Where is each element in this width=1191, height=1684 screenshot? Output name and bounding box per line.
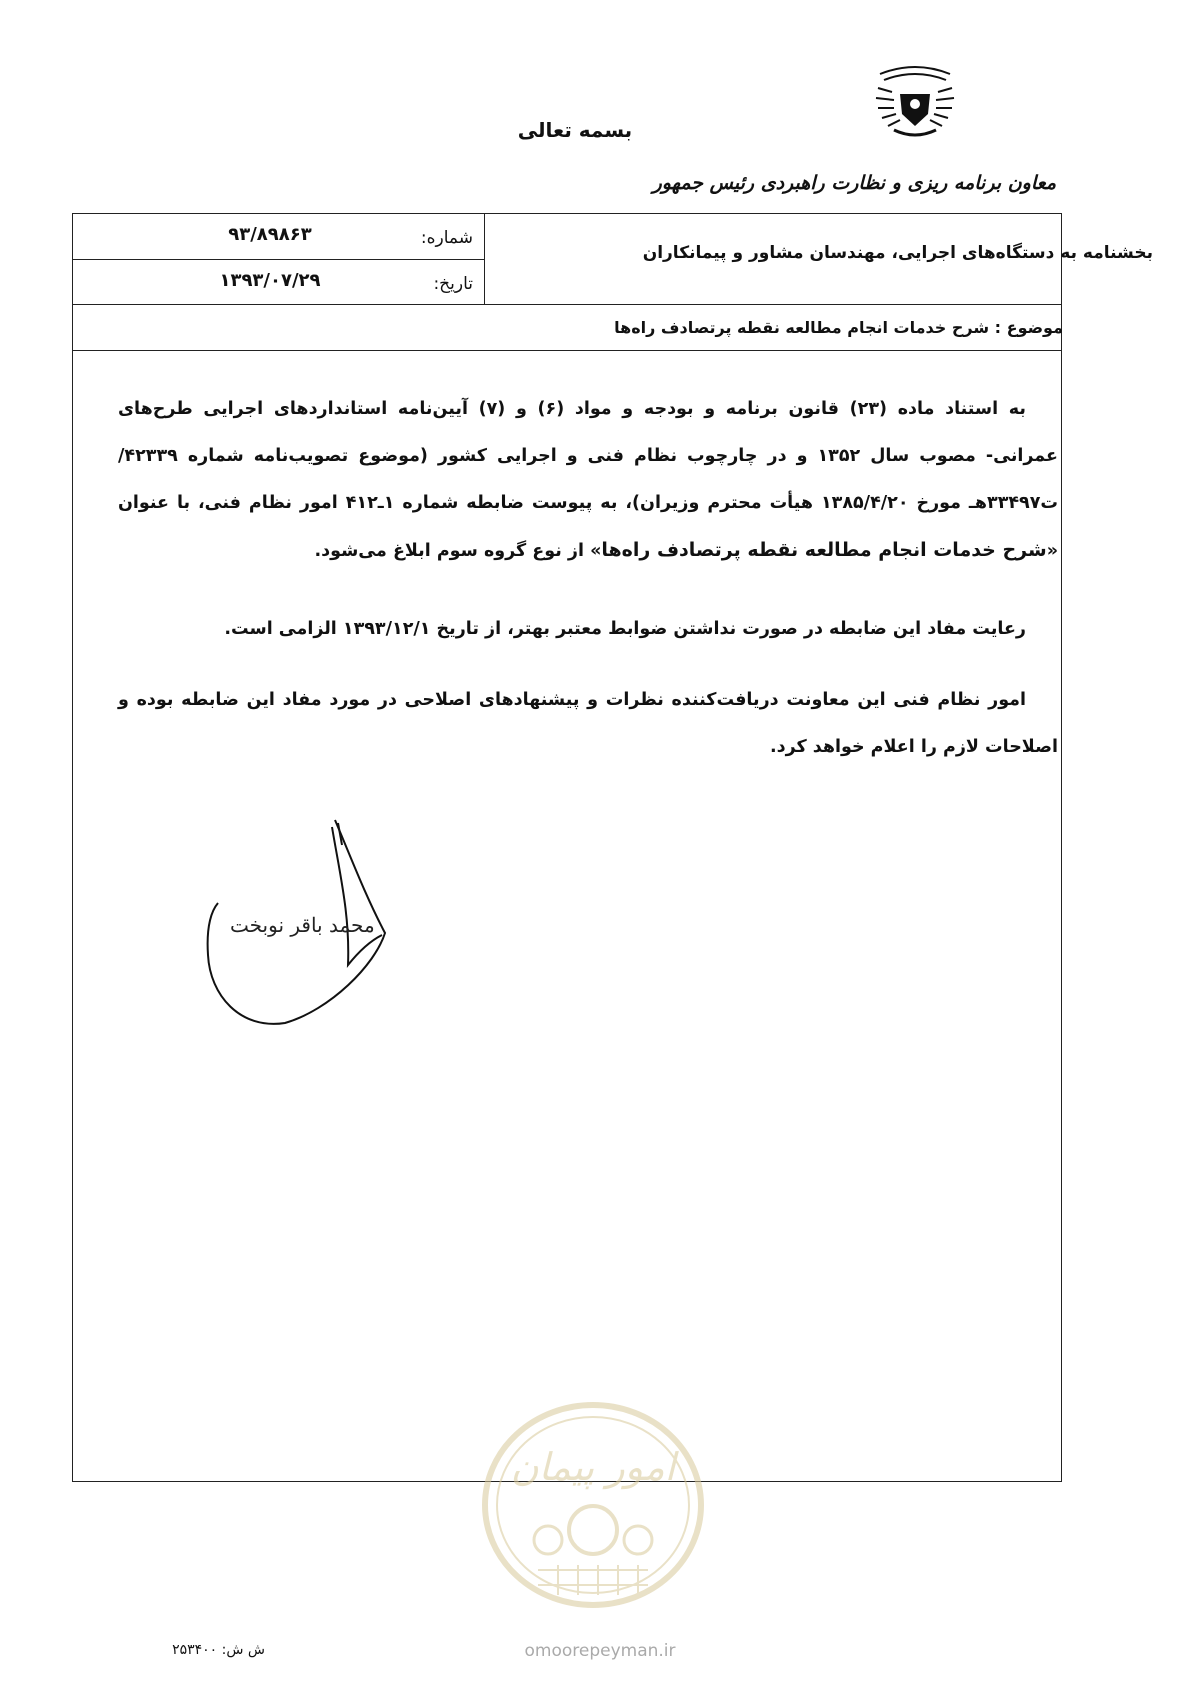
paragraph-text: » از نوع گروه سوم ابلاغ می‌شود. xyxy=(314,541,602,561)
footer-code: ش ش: ۲۵۳۴۰۰ xyxy=(172,1642,265,1658)
body-paragraph-2: رعایت مفاد این ضابطه در صورت نداشتن ضوابط معتبر بهتر، از تاریخ ۱۳۹۳/۱۲/۱ الزامی است. xyxy=(224,619,1026,639)
body-paragraph-3: امور نظام فنی این معاونت دریافت‌کننده نظرات و پیشنهادهای اصلاحی در مورد مفاد این ضابطه بوده و اصلاحات لازم را اعلام خواهد کرد. xyxy=(118,690,1058,757)
number-label: شماره: xyxy=(420,228,473,248)
letter-number: ۹۳/۸۹۸۶۳ xyxy=(228,224,312,245)
besmeh-heading: بسمه تعالی xyxy=(517,118,633,142)
watermark-stamp xyxy=(478,1400,708,1610)
government-emblem-icon xyxy=(872,64,958,142)
watermark-website: omoorepeyman.ir xyxy=(524,1641,676,1661)
document-title-emphasis: شرح خدمات انجام مطالعه نقطه پرتصادف راه‌ها xyxy=(601,539,1047,561)
organization-name: معاون برنامه ریزی و نظارت راهبردی رئیس جمهور xyxy=(652,172,1056,194)
subject-line: موضوع : شرح خدمات انجام مطالعه نقطه پرتصادف راه‌ها xyxy=(614,318,1063,337)
svg-text:امور پیمان: امور پیمان xyxy=(510,1445,676,1489)
body-paragraph-1 xyxy=(118,386,1058,575)
letter-date: ۱۳۹۳/۰۷/۲۹ xyxy=(219,270,321,291)
signer-name: محمد باقر نوبخت xyxy=(230,913,375,937)
divider xyxy=(72,259,484,260)
recipients-line: بخشنامه به دستگاه‌های اجرایی، مهندسان مشاور و پیمانکاران xyxy=(642,243,1153,263)
divider xyxy=(484,213,485,304)
date-label: تاریخ: xyxy=(433,274,473,294)
divider xyxy=(72,350,1062,351)
paragraph-text: به استناد ماده (۲۳) قانون برنامه و بودجه و مواد (۶) و (۷) آیین‌نامه استانداردهای اجرایی طرح‌های عمرانی- مصوب سال ۱۳۵۲ و در چارچوب نظام فنی و اجرایی کشور (موضوع تصویب‌نامه شماره ۴۲۳۳۹/ت۳۳۴۹۷هـ مورخ ۱۳۸۵/۴/۲۰ هیأت محترم وزیران)، به پیوست ضابطه شماره ۱ـ۴۱۲ امور نظام فنی، با عنوان « xyxy=(118,399,1059,561)
divider xyxy=(72,304,1062,305)
